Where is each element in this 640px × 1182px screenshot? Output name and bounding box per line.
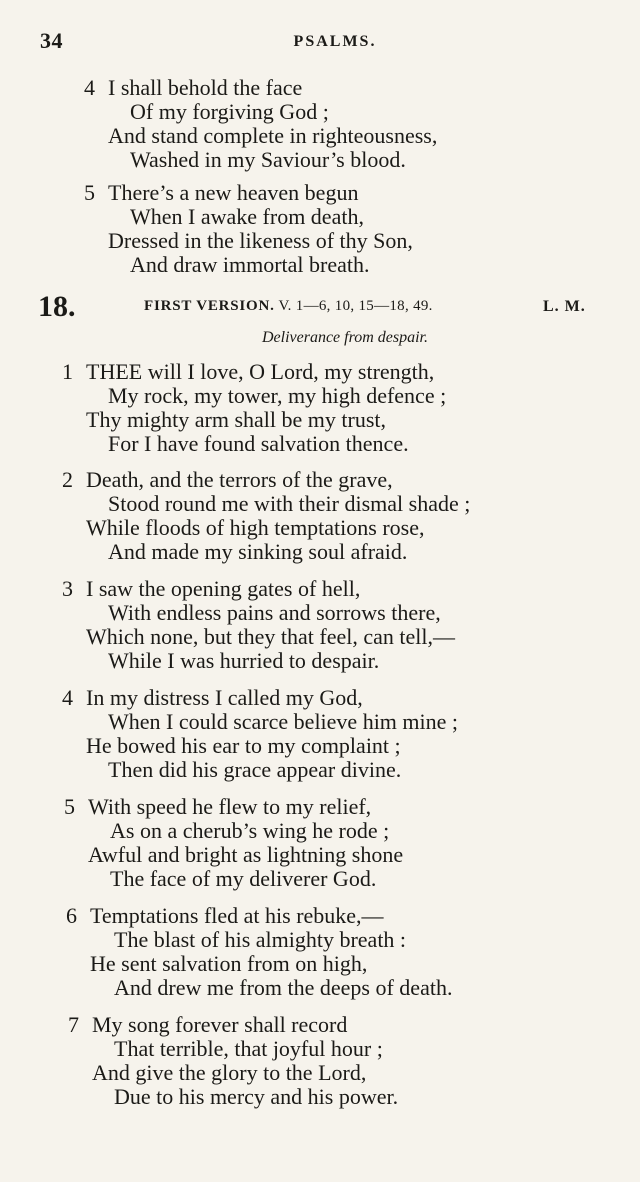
meter: L. M. (543, 298, 586, 315)
stanza-number: 6 (66, 903, 77, 928)
stanza-line: While I was hurried to despair. (108, 648, 380, 673)
stanza-number: 1 (62, 359, 73, 384)
stanza-line: Death, and the terrors of the grave, (86, 467, 393, 492)
stanza-line: And draw immortal breath. (130, 252, 370, 277)
stanza-line: Thy mighty arm shall be my trust, (86, 407, 387, 432)
stanza-line: When I could scarce believe him mine ; (108, 709, 459, 734)
stanza-line: The face of my deliverer God. (110, 866, 377, 891)
stanza-line: Which none, but they that feel, can tell,— (86, 624, 455, 649)
stanza-line: With speed he flew to my relief, (88, 794, 372, 819)
stanza-number: 5 (84, 180, 95, 205)
stanza-line: When I awake from death, (130, 204, 364, 229)
psalm-number: 18. (38, 290, 76, 323)
verse-range: V. 1—6, 10, 15—18, 49. (278, 298, 433, 314)
stanza-line: And drew me from the deeps of death. (114, 975, 453, 1000)
stanza-line: My song forever shall record (92, 1012, 348, 1037)
stanza-line: The blast of his almighty breath : (114, 927, 407, 952)
stanza-number: 4 (62, 685, 73, 710)
stanza-number: 7 (68, 1012, 79, 1037)
stanza-line: As on a cherub’s wing he rode ; (110, 818, 390, 843)
stanza-number: 2 (62, 467, 73, 492)
stanza-line: Stood round me with their dismal shade ; (108, 491, 471, 516)
stanza-line: Washed in my Saviour’s blood. (130, 147, 406, 172)
stanza-line: There’s a new heaven begun (108, 180, 359, 205)
psalm-subtitle: Deliverance from despair. (261, 329, 429, 346)
stanza-line: I shall behold the face (108, 75, 303, 100)
stanza-line: Dressed in the likeness of thy Son, (108, 228, 413, 253)
stanza-line: He bowed his ear to my complaint ; (86, 733, 401, 758)
stanza-line: For I have found salvation thence. (108, 431, 409, 456)
stanza-number: 3 (62, 576, 73, 601)
stanza-line: With endless pains and sorrows there, (108, 600, 441, 625)
stanza-line: My rock, my tower, my high defence ; (108, 383, 447, 408)
stanza-line: THEE will I love, O Lord, my strength, (86, 359, 435, 384)
stanza-line: Of my forgiving God ; (130, 99, 329, 124)
stanza-line: Then did his grace appear divine. (108, 757, 402, 782)
stanza-line: In my distress I called my God, (86, 685, 363, 710)
running-head: PSALMS. (293, 33, 377, 50)
page-number: 34 (40, 28, 63, 53)
stanza-line: Awful and bright as lightning shone (88, 842, 404, 867)
version-label: FIRST VERSION. (144, 298, 275, 314)
stanza-line: And made my sinking soul afraid. (108, 539, 408, 564)
stanza-number: 4 (84, 75, 95, 100)
stanza-line: That terrible, that joyful hour ; (114, 1036, 383, 1061)
stanza-line: He sent salvation from on high, (90, 951, 368, 976)
stanza-line: While floods of high temptations rose, (86, 515, 425, 540)
version-info (144, 298, 433, 315)
stanza-line: And stand complete in righteousness, (108, 123, 438, 148)
stanza-line: Temptations fled at his rebuke,— (90, 903, 384, 928)
stanza-line: Due to his mercy and his power. (114, 1084, 399, 1109)
stanza-number: 5 (64, 794, 75, 819)
stanza-line: I saw the opening gates of hell, (86, 576, 361, 601)
stanza-line: And give the glory to the Lord, (92, 1060, 367, 1085)
